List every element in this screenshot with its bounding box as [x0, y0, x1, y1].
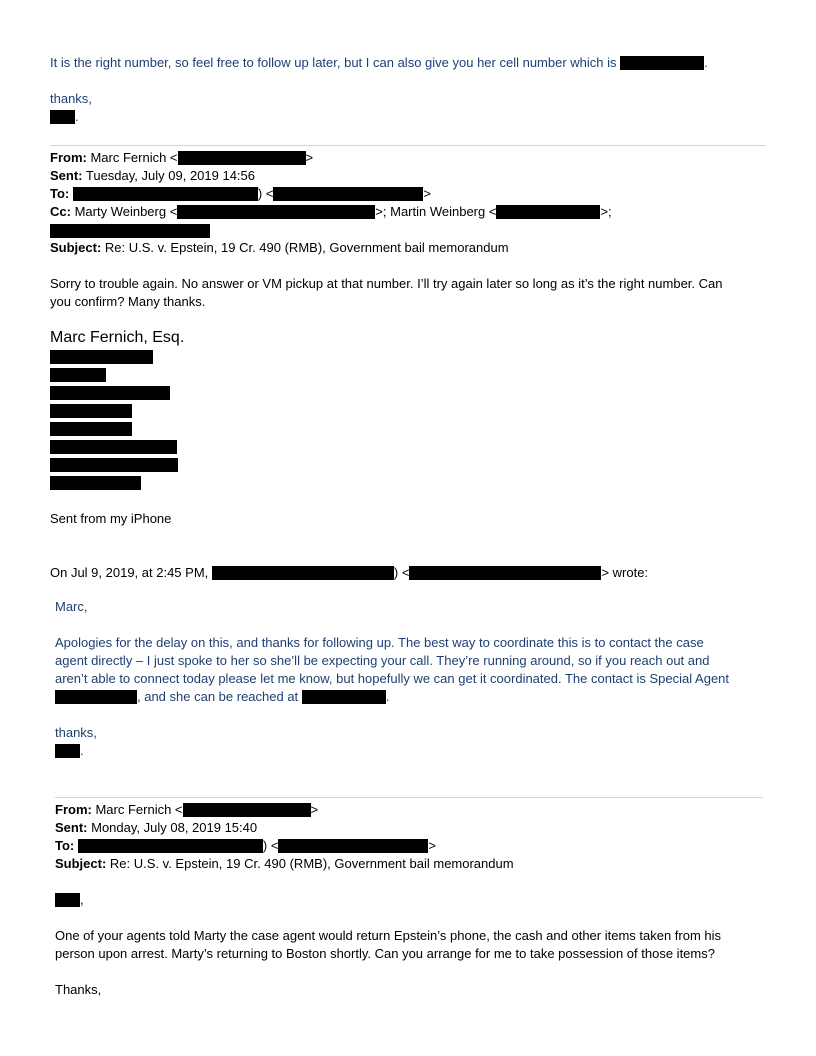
top-line-1-text: It is the right number, so feel free to follow up later, but I can also give you her cell number which is	[50, 55, 617, 70]
redaction	[50, 110, 75, 124]
redaction	[55, 893, 80, 907]
redaction	[55, 690, 137, 704]
to-mid: ) <	[262, 838, 279, 853]
from-value: Marc Fernich <	[90, 150, 178, 165]
quote-p2: agent directly – I just spoke to her so she’ll be expecting your call. They’re running around, so if you reach out and	[55, 653, 710, 668]
period: .	[704, 55, 708, 70]
divider	[50, 145, 766, 146]
msg1-line-1: Sorry to trouble again. No answer or VM pickup at that number. I’ll try again later so long as it’s the right number. Can	[50, 276, 723, 291]
quote-p4-a: , and she can be reached at	[137, 689, 299, 704]
cc-a: Marty Weinberg <	[74, 204, 178, 219]
quote-greeting: Marc,	[55, 599, 88, 614]
quote-thanks: thanks,	[55, 725, 97, 740]
quote-p4	[55, 688, 389, 706]
msg2-greeting	[55, 891, 84, 909]
to-end: >	[423, 186, 432, 201]
from-label: From:	[55, 802, 92, 817]
quote-p4-b: .	[385, 689, 390, 704]
redaction	[620, 56, 704, 70]
subject-label: Subject:	[55, 856, 107, 871]
redaction	[183, 803, 311, 817]
to-label: To:	[50, 186, 70, 201]
sent-value: Tuesday, July 09, 2019 14:56	[85, 168, 256, 183]
redaction	[50, 224, 210, 238]
header2-from	[55, 801, 318, 819]
subject-label: Subject:	[50, 240, 102, 255]
redaction	[78, 839, 263, 853]
redaction	[212, 566, 394, 580]
redaction	[178, 151, 306, 165]
from-end: >	[310, 802, 319, 817]
from-value: Marc Fernich <	[95, 802, 183, 817]
quote-header-c: > wrote:	[601, 565, 649, 580]
redaction	[50, 386, 170, 400]
from-end: >	[305, 150, 314, 165]
divider	[55, 797, 763, 798]
redaction	[50, 404, 132, 418]
cc-label: Cc:	[50, 204, 71, 219]
redaction	[50, 422, 132, 436]
sent-value: Monday, July 08, 2019 15:40	[91, 820, 258, 835]
quote-header	[50, 564, 648, 582]
sent-label: Sent:	[50, 168, 83, 183]
redaction	[55, 744, 80, 758]
period: .	[75, 109, 79, 124]
header-from	[50, 149, 313, 167]
msg2-line-2: person upon arrest. Marty’s returning to Boston shortly. Can you arrange for me to take possession of those items?	[55, 946, 715, 961]
sent-label: Sent:	[55, 820, 88, 835]
redaction	[50, 440, 177, 454]
quote-header-a: On Jul 9, 2019, at 2:45 PM,	[50, 565, 209, 580]
quote-p3: aren’t able to connect today please let me know, but hopefully we can get it coordinated. The contact is Special Agent	[55, 671, 730, 686]
header-cc	[50, 203, 612, 221]
header-sent	[50, 167, 255, 185]
redaction	[50, 458, 178, 472]
redaction	[50, 350, 153, 364]
quote-signature	[55, 742, 84, 760]
quote-p1: Apologies for the delay on this, and thanks for following up. The best way to coordinate this is to contact the case	[55, 635, 704, 650]
header2-subject	[55, 855, 514, 873]
subject-value: Re: U.S. v. Epstein, 19 Cr. 490 (RMB), Government bail memorandum	[109, 856, 514, 871]
redaction	[409, 566, 601, 580]
header2-sent	[55, 819, 257, 837]
to-label: To:	[55, 838, 75, 853]
redaction	[273, 187, 423, 201]
subject-value: Re: U.S. v. Epstein, 19 Cr. 490 (RMB), Government bail memorandum	[104, 240, 509, 255]
period: .	[80, 743, 84, 758]
cc-b: >; Martin Weinberg <	[375, 204, 497, 219]
redaction	[278, 839, 428, 853]
top-line-1	[50, 54, 708, 72]
redaction	[73, 187, 258, 201]
redaction	[302, 690, 386, 704]
msg1-line-2: you confirm? Many thanks.	[50, 294, 206, 309]
msg2-line-1: One of your agents told Marty the case agent would return Epstein’s phone, the cash and other items taken from his	[55, 928, 722, 943]
header-to	[50, 185, 431, 203]
header-subject	[50, 239, 509, 257]
redaction	[50, 368, 106, 382]
thanks-1: thanks,	[50, 91, 92, 106]
cc-c: >;	[600, 204, 612, 219]
msg2-thanks: Thanks,	[55, 982, 102, 997]
header2-to	[55, 837, 436, 855]
redaction	[50, 476, 141, 490]
redaction	[496, 205, 600, 219]
to-end: >	[428, 838, 437, 853]
redaction	[177, 205, 375, 219]
quote-header-b: ) <	[393, 565, 410, 580]
signature-name: Marc Fernich, Esq.	[50, 329, 185, 346]
from-label: From:	[50, 150, 87, 165]
comma: ,	[80, 892, 84, 907]
sent-from-iphone: Sent from my iPhone	[50, 511, 172, 526]
signature-1	[50, 108, 79, 126]
to-mid: ) <	[257, 186, 274, 201]
